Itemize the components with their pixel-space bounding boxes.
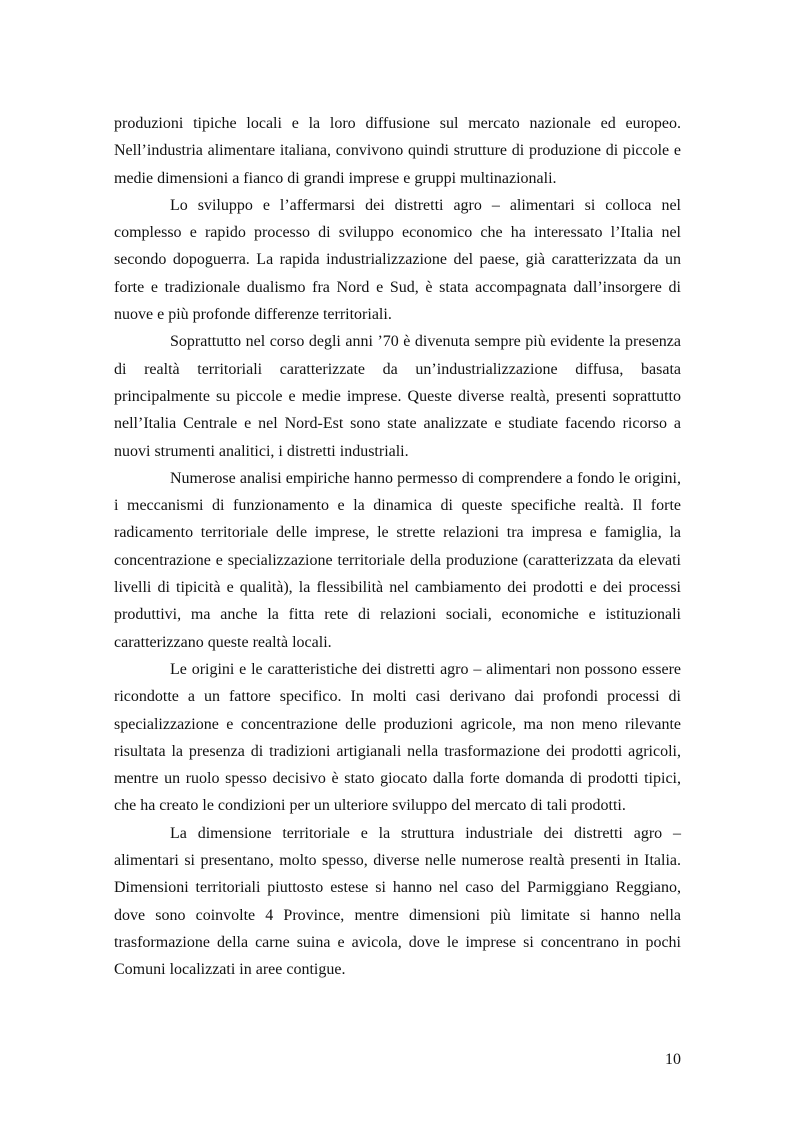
paragraph-dimensione-territoriale: La dimensione territoriale e la struttura industriale dei distretti agro – alimentari si presentano, molto spesso, diverse nelle numerose realtà presenti in Italia. Dimensioni territoriali piuttosto estese si hanno nel caso del Parmiggiano Reggiano, dove sono coinvolte 4 Province, mentre dimensioni più limitate si hanno nella trasformazione della carne suina e avicola, dove le imprese si concentrano in pochi Comuni localizzati in aree contigue.	[114, 824, 681, 979]
paragraph-distretti-sviluppo: Lo sviluppo e l’affermarsi dei distretti agro – alimentari si colloca nel complesso e rapido processo di sviluppo economico che ha interessato l’Italia nel secondo dopoguerra. La rapida industrializzazione del paese, già caratterizzata da un forte e tradizionale dualismo fra Nord e Sud, è stata accompagnata dall’insorgere di nuove e più profonde differenze territoriali.	[114, 196, 681, 324]
document-body	[114, 110, 681, 984]
paragraph-analisi-empiriche: Numerose analisi empiriche hanno permesso di comprendere a fondo le origini, i meccanismi di funzionamento e la dinamica di queste specifiche realtà. Il forte radicamento territoriale delle imprese, le strette relazioni tra impresa e famiglia, la concentrazione e specializzazione territoriale della produzione (caratterizzata da elevati livelli di tipicità e qualità), la flessibilità nel cambiamento dei prodotti e dei processi produttivi, ma anche la fitta rete di relazioni sociali, economiche e istituzionali caratterizzano queste realtà locali.	[114, 469, 681, 651]
paragraph-continuation: produzioni tipiche locali e la loro diffusione sul mercato nazionale ed europeo. Nell’industria alimentare italiana, convivono quindi strutture di produzione di piccole e medie dimensioni a fianco di grandi imprese e gruppi multinazionali.	[114, 115, 681, 187]
page-number: 10	[665, 1051, 681, 1068]
paragraph-origini-caratteristiche: Le origini e le caratteristiche dei distretti agro – alimentari non possono essere ricondotte a un fattore specifico. In molti casi derivano dai profondi processi di specializzazione e concentrazione delle produzioni agricole, ma non meno rilevante risultata la presenza di tradizioni artigianali nella trasformazione dei prodotti agricoli, mentre un ruolo spesso decisivo è stato giocato dalla forte domanda di prodotti tipici, che ha creato le condizioni per un ulteriore sviluppo del mercato di tali prodotti.	[114, 660, 681, 815]
paragraph-anni-70: Soprattutto nel corso degli anni ’70 è divenuta sempre più evidente la presenza di realtà territoriali caratterizzate da un’industrializzazione diffusa, basata principalmente su piccole e medie imprese. Queste diverse realtà, presenti soprattutto nell’Italia Centrale e nel Nord-Est sono state analizzate e studiate facendo ricorso a nuovi strumenti analitici, i distretti industriali.	[114, 333, 681, 460]
